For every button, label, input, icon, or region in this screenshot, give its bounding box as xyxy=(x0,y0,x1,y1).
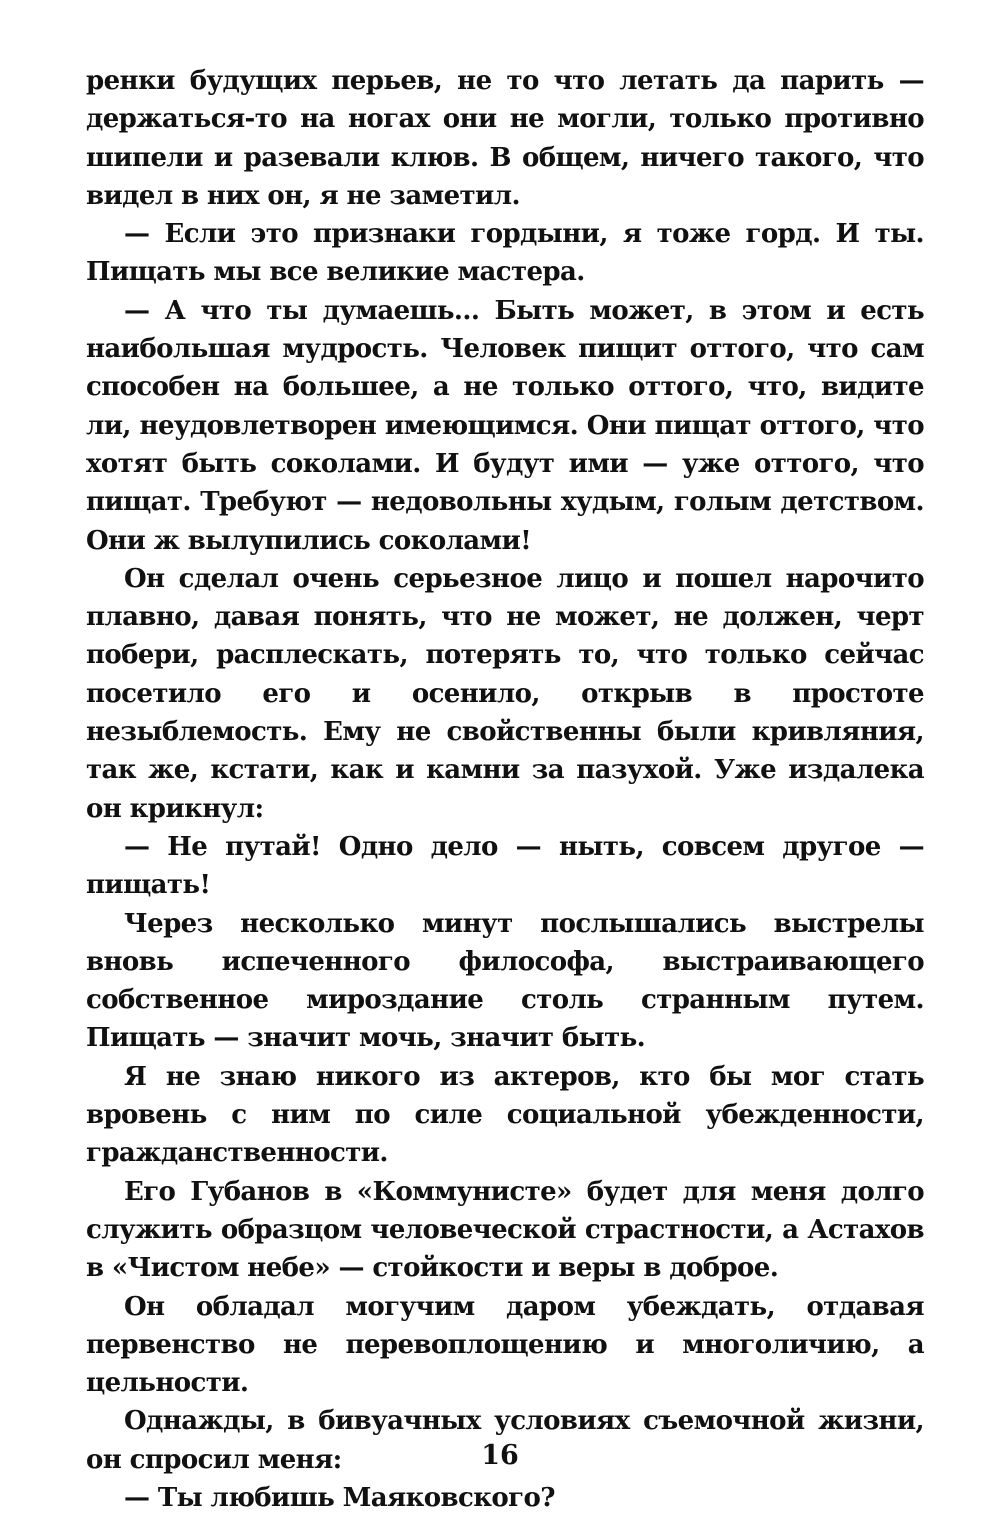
paragraph-7: Я не знаю никого из актеров, кто бы мог стать вровень с ним по силе социальной убежденности, гражданственности. xyxy=(86,1061,924,1169)
page-text xyxy=(86,62,924,1517)
page-number: 16 xyxy=(481,1440,519,1471)
paragraph-2: — Если это признаки гордыни, я тоже горд. И ты. Пищать мы все великие мастера. xyxy=(86,219,924,288)
paragraph-3: — А что ты думаешь... Быть может, в этом и есть наибольшая мудрость. Человек пищит оттого, что сам способен на большее, а не только оттого, что, видите ли, неудовлетворен имеющимся. Они пищат оттого, что хотят быть соколами. И будут ими — уже оттого, что пищат. Требуют — недовольны худым, голым детством. Они ж вылупились соколами! xyxy=(86,295,924,556)
paragraph-6: Через несколько минут послышались выстрелы вновь испеченного философа, выстраивающего собственное мироздание столь странным путем. Пищать — значит мочь, значит быть. xyxy=(86,908,924,1054)
paragraph-9: Он обладал могучим даром убеждать, отдавая первенство не перевоплощению и многоличию, а цельности. xyxy=(86,1291,924,1399)
paragraph-5: — Не путай! Одно дело — ныть, совсем другое — пищать! xyxy=(86,831,924,901)
paragraph-1: ренки будущих перьев, не то что летать да парить — держаться-то на ногах они не могли, только противно шипели и разевали клюв. В общем, ничего такого, что видел в них он, я не заметил. xyxy=(86,66,924,211)
paragraph-11: — Ты любишь Маяковского? xyxy=(124,1482,555,1513)
paragraph-4: Он сделал очень серьезное лицо и пошел нарочито плавно, давая понять, что не может, не должен, черт побери, расплескать, потерять то, что только сейчас посетило его и осенило, открыв в простоте незыблемость. Ему не свойственны были кривляния, так же, кстати, как и камни за пазухой. Уже издалека он крикнул: xyxy=(86,563,924,824)
paragraph-10: Однажды, в бивуачных условиях съемочной жизни, он спросил меня: xyxy=(86,1406,924,1475)
paragraph-8: Его Губанов в «Коммунисте» будет для меня долго служить образцом человеческой страстности, а Астахов в «Чистом небе» — стойкости и веры в доброе. xyxy=(86,1176,924,1284)
